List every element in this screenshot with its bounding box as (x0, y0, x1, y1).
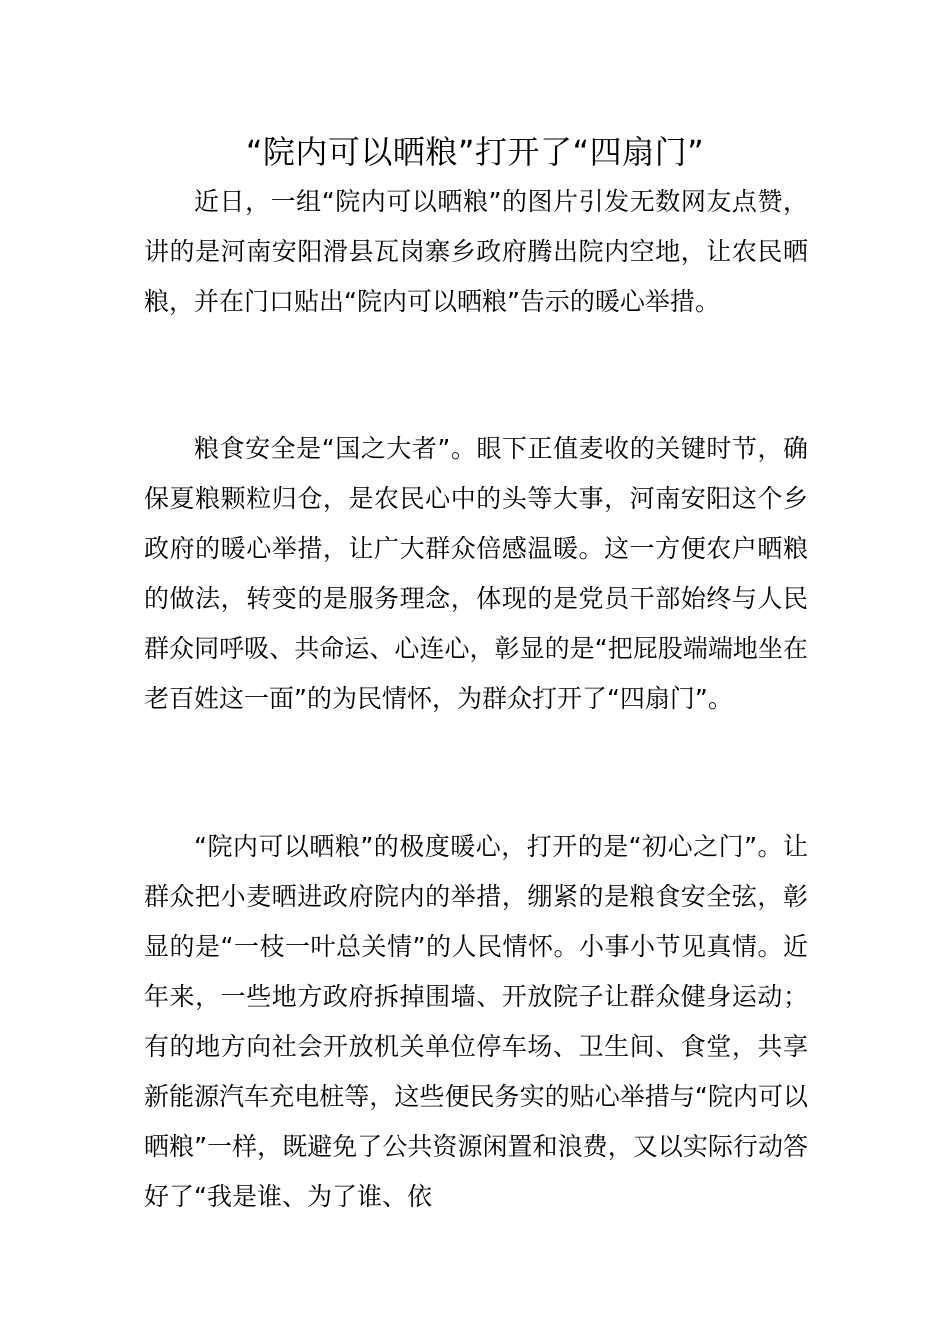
paragraph-food-security: 粮食安全是“国之大者”。眼下正值麦收的关键时节，确保夏粮颗粒归仓，是农民心中的头等大事，河南安阳这个乡政府的暖心举措，让广大群众倍感温暖。这一方便农户晒粮的做法，转变的是服务理念，体现的是党员干部始终与人民群众同呼吸、共命运、心连心，彰显的是“把屁股端端地坐在老百姓这一面”的为民情怀，为群众打开了“四扇门”。 (144, 434, 808, 713)
article-title: “院内可以晒粮”打开了“四扇门” (245, 133, 705, 171)
paragraph-intro: 近日，一组“院内可以晒粮”的图片引发无数网友点赞，讲的是河南安阳滑县瓦岗寨乡政府腾出院内空地，让农民晒粮，并在门口贴出“院内可以晒粮”告示的暖心举措。 (144, 187, 808, 316)
paragraph-door-of-original-aspiration: “院内可以晒粮”的极度暖心，打开的是“初心之门”。让群众把小麦晒进政府院内的举措，绷紧的是粮食安全弦，彰显的是“一枝一叶总关情”的人民情怀。小事小节见真情。近年来，一些地方政府拆掉围墙、开放院子让群众健身运动；有的地方向社会开放机关单位停车场、卫生间、食堂，共享新能源汽车充电桩等，这些便民务实的贴心举措与“院内可以晒粮”一样，既避免了公共资源闲置和浪费，又以实际行动答好了“我是谁、为了谁、依 (144, 832, 808, 1211)
